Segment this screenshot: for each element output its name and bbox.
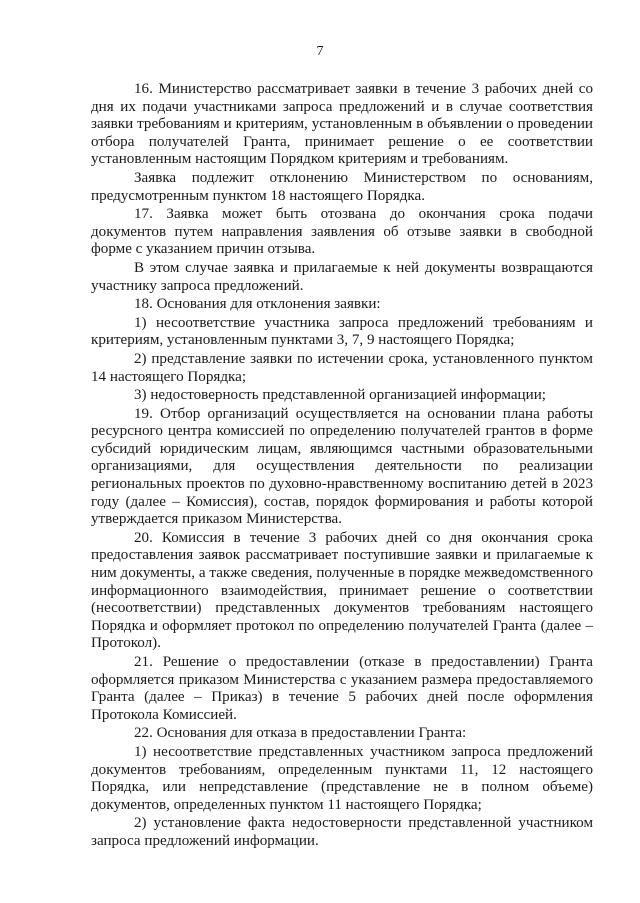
paragraph-18-item-2: 2) представление заявки по истечении срока, установленного пунктом 14 настоящего Порядка;	[91, 350, 593, 385]
paragraph-18-item-3: 3) недостоверность представленной организацией информации;	[134, 387, 546, 404]
paragraph-22-item-1: 1) несоответствие представленных участником запроса предложений документов требованиям, определенным пунктами 11, 12 настоящего Порядка, или непредставление (представление не в полном объеме) документов, определенных пунктом 11 настоящего Порядка;	[91, 743, 593, 813]
paragraph-19: 19. Отбор организаций осуществляется на основании плана работы ресурсного центра комиссией по определению получателей грантов в форме субсидий юридическим лицам, являющимся частными образовательными организациями, для осуществления деятельности по реализации региональных проектов по духовно-нравственному воспитанию детей в 2023 году (далее – Комиссия), состав, порядок формирования и работы которой утверждается приказом Министерства.	[91, 405, 593, 528]
paragraph-22-item-2: 2) установление факта недостоверности представленной участником запроса предложений информации.	[91, 815, 593, 849]
paragraph-17-return: В этом случае заявка и прилагаемые к ней документы возвращаются участнику запроса предложений.	[91, 259, 593, 294]
paragraph-22: 22. Основания для отказа в предоставлении Гранта:	[134, 725, 467, 742]
paragraph-17: 17. Заявка может быть отозвана до окончания срока подачи документов путем направления заявления об отзыве заявки в свободной форме с указанием причин отзыва.	[91, 206, 593, 258]
paragraph-16: 16. Министерство рассматривает заявки в течение 3 рабочих дней со дня их подачи участниками запроса предложений и в случае соответствия заявки требованиям и критериям, установленным в объявлении о проведении отбора получателей Гранта, принимает решение о ее соответствии установленным настоящим Порядком критериям и требованиям.	[91, 81, 593, 168]
paragraph-20: 20. Комиссия в течение 3 рабочих дней со дня окончания срока предоставления заявок рассматривает поступившие заявки и прилагаемые к ним документы, а также сведения, полученные в порядке межведомственного информационного взаимодействия, принимает решение о соответствии (несоответствии) представленных документов требованиям настоящего Порядка и оформляет протокол по определению получателей Гранта (далее – Протокол).	[91, 529, 593, 652]
paragraph-18-item-1: 1) несоответствие участника запроса предложений требованиям и критериям, установленным пунктами 3, 7, 9 настоящего Порядка;	[91, 314, 593, 349]
paragraph-16-rejection: Заявка подлежит отклонению Министерством по основаниям, предусмотренным пунктом 18 настоящего Порядка.	[91, 169, 593, 204]
paragraph-21: 21. Решение о предоставлении (отказе в предоставлении) Гранта оформляется приказом Министерства с указанием размера предоставляемого Гранта (далее – Приказ) в течение 5 рабочих дней после оформления Протокола Комиссией.	[91, 654, 593, 723]
page-number: 7	[316, 44, 324, 59]
paragraph-18: 18. Основания для отклонения заявки:	[134, 296, 381, 313]
document-body	[91, 81, 593, 851]
